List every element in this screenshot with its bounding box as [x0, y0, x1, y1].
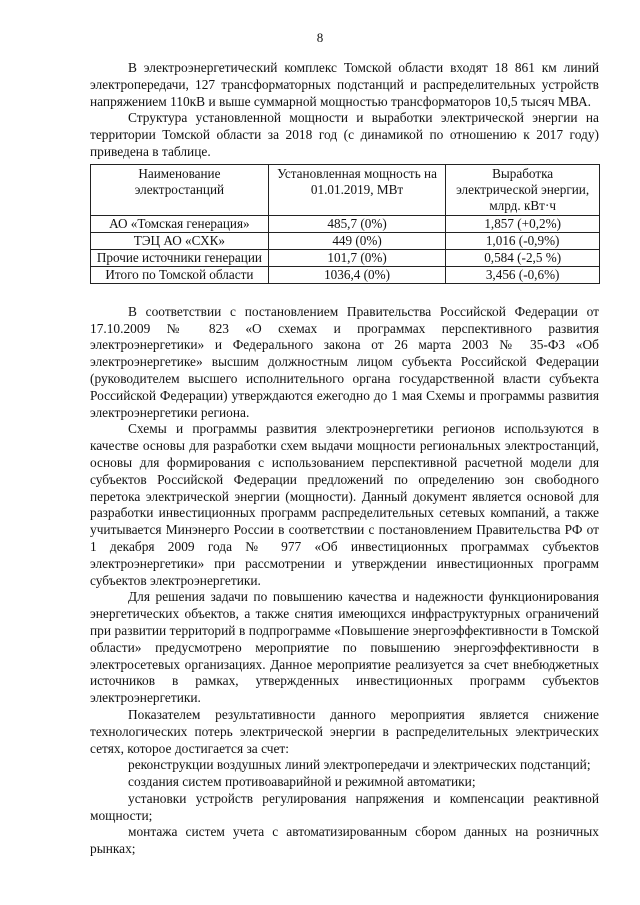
table-cell: 485,7 (0%) [268, 215, 446, 232]
paragraph: В электроэнергетический комплекс Томской области входят 18 861 км линий электропередачи, 127 трансформаторных подстанций и распределительных устройств напряжением 110кВ и выше суммарной мощностью трансформаторов 10,5 тысяч МВА. [90, 60, 599, 109]
table-row [91, 266, 600, 283]
table-cell: 1,857 (+0,2%) [446, 215, 600, 232]
table-cell: 1,016 (-0,9%) [446, 232, 600, 249]
list-item: реконструкции воздушных линий электропередачи и электрических подстанций; [128, 757, 591, 773]
page-number: 8 [316, 30, 324, 45]
table-cell: 3,456 (-0,6%) [446, 266, 600, 283]
table-cell: ТЭЦ АО «СХК» [91, 232, 269, 249]
table-row [91, 215, 600, 232]
table-header-row [91, 164, 600, 215]
table-row [91, 232, 600, 249]
document-body [90, 60, 599, 858]
table-cell: 101,7 (0%) [268, 249, 446, 266]
table-cell: 449 (0%) [268, 232, 446, 249]
power-table [90, 164, 600, 284]
list-item: создания систем противоаварийной и режимной автоматики; [128, 774, 476, 790]
table-cell: 1036,4 (0%) [268, 266, 446, 283]
paragraph: Схемы и программы развития электроэнергетики регионов используются в качестве основы для разработки схем выдачи мощности региональных электростанций, основы для формирования с использованием перспективной расчетной модели для субъектов Российской Федерации предложений по определению зон свободного перетока электрической энергии (мощности). Данный документ является основой для разработки инвестиционных программ распределительных сетевых компаний, а также учитывается Минэнерго России в соответствии с постановлением Правительства РФ от 1 декабря 2009 года № 977 «Об инвестиционных программах субъектов электроэнергетики» при рассмотрении и утверждении инвестиционных программ субъектов электроэнергетики. [90, 421, 599, 588]
table-cell: Итого по Томской области [91, 266, 269, 283]
table-cell: 0,584 (-2,5 %) [446, 249, 600, 266]
paragraph: Структура установленной мощности и выработки электрической энергии на территории Томской области за 2018 год (с динамикой по отношению к 2017 году) приведена в таблице. [90, 110, 599, 159]
table-header-cell: Выработка электрической энергии, млрд. кВт·ч [446, 164, 600, 215]
list-item: монтажа систем учета с автоматизированным сбором данных на розничных рынках; [90, 824, 599, 857]
table-cell: АО «Томская генерация» [91, 215, 269, 232]
paragraph: Показателем результативности данного мероприятия является снижение технологических потерь электрической энергии в распределительных электрических сетях, которое достигается за счет: [90, 706, 599, 756]
paragraph: В соответствии с постановлением Правительства Российской Федерации от 17.10.2009 № 823 «О схемах и программах перспективного развития электроэнергетики» и Федерального закона от 26 марта 2003 № 35-ФЗ «Об электроэнергетике» высшим должностным лицом субъекта Российской Федерации (руководителем высшего исполнительного органа государственной власти субъекта Российской Федерации) утверждаются ежегодно до 1 мая Схемы и программы развития электроэнергетики региона. [90, 303, 599, 420]
list-item: установки устройств регулирования напряжения и компенсации реактивной мощности; [90, 790, 599, 823]
table-header-cell: Наименование электростанций [91, 164, 269, 215]
paragraph: Для решения задачи по повышению качества и надежности функционирования энергетических объектов, а также снятия имеющихся инфраструктурных ограничений при развитии территорий в подпрограмме «Повышение энергоэффективности в Томской области» предусмотрено мероприятие по повышению энергоэффективности в электросетевых организациях. Данное мероприятие реализуется за счет внебюджетных источников в рамках, утвержденных инвестиционных программ субъектов электроэнергетики. [90, 589, 599, 706]
table-header-cell: Установленная мощность на 01.01.2019, МВт [268, 164, 446, 215]
table-row [91, 249, 600, 266]
table-cell: Прочие источники генерации [91, 249, 269, 266]
